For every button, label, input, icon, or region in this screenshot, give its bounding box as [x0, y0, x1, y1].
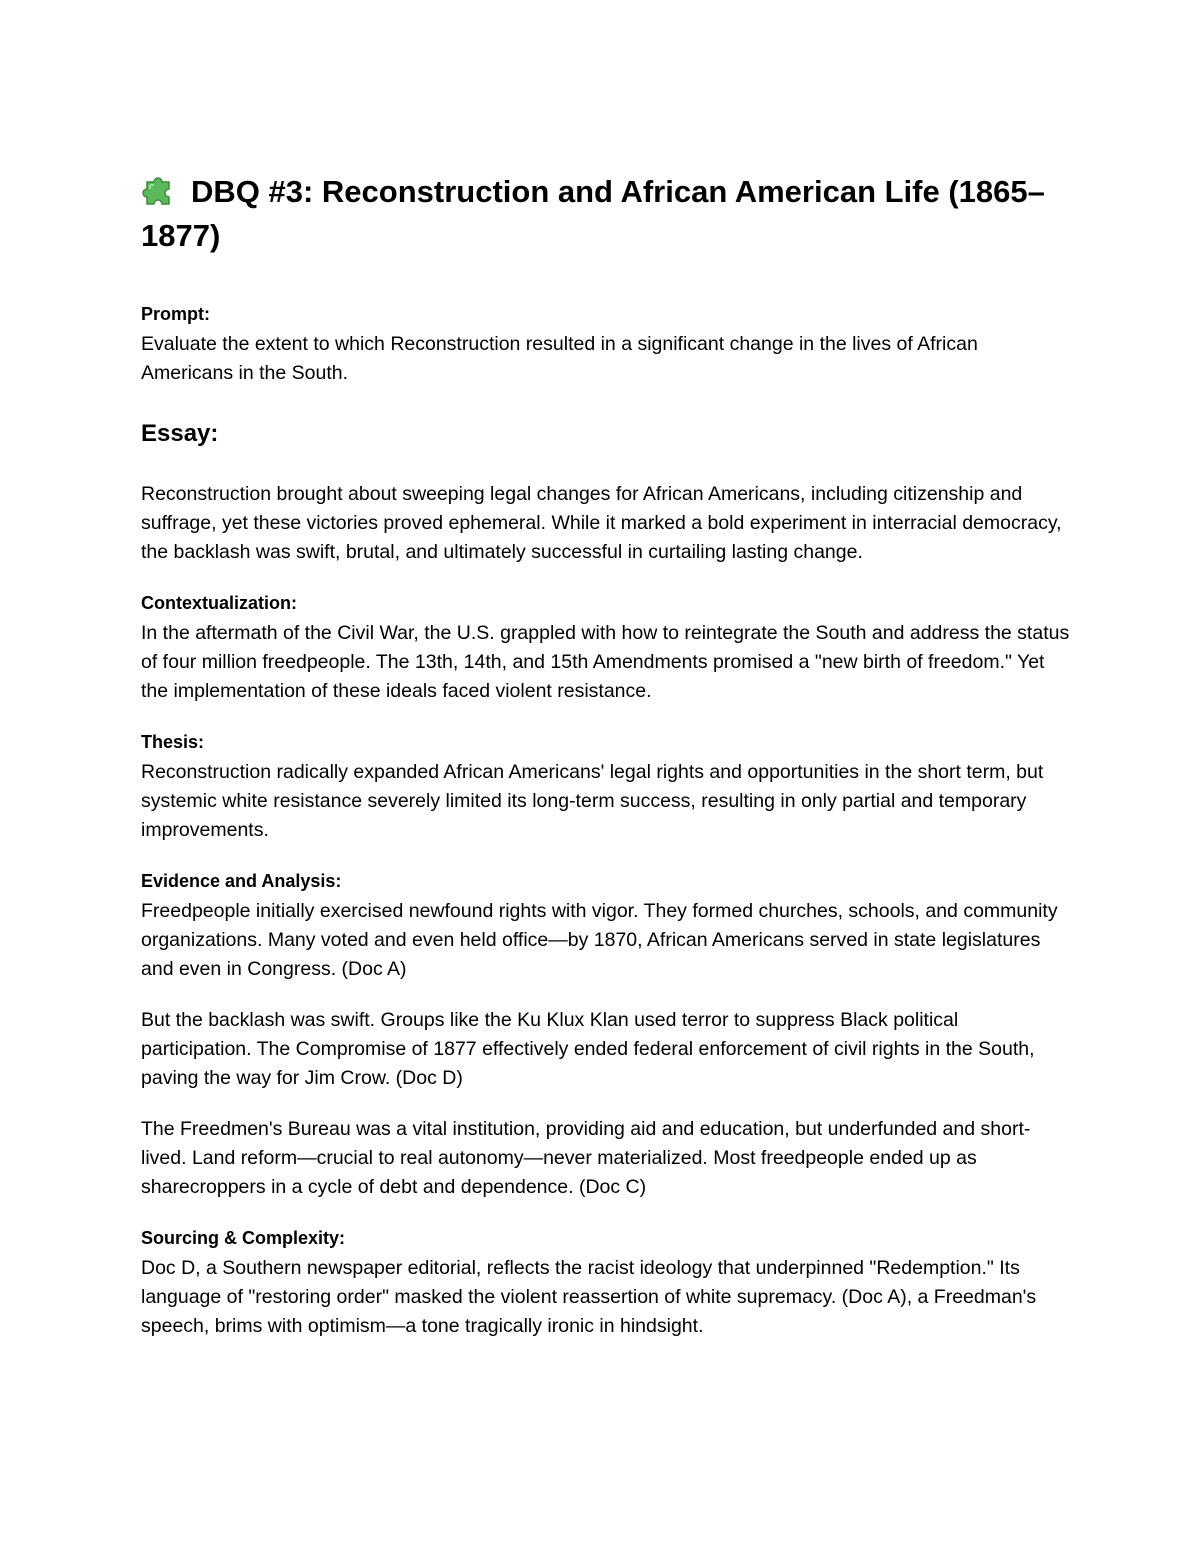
document-title-text: DBQ #3: Reconstruction and African American Life (1865–1877)	[141, 174, 1045, 253]
evidence-paragraph-1: Freedpeople initially exercised newfound rights with vigor. They formed churches, schools, and community organizations. Many voted and even held office—by 1870, African Americans served in state legislatures and even in Congress. (Doc A)	[141, 900, 1058, 980]
essay-intro: Reconstruction brought about sweeping legal changes for African Americans, including citizenship and suffrage, yet these victories proved ephemeral. While it marked a bold experiment in interracial democracy, the backlash was swift, brutal, and ultimately successful in curtailing lasting change.	[141, 483, 1062, 563]
prompt-label: Prompt:	[141, 304, 210, 324]
evidence-label: Evidence and Analysis:	[141, 871, 342, 891]
document-title	[141, 170, 1071, 258]
thesis-label: Thesis:	[141, 732, 205, 752]
prompt-text: Evaluate the extent to which Reconstruction resulted in a significant change in the lives of African Americans in the South.	[141, 333, 978, 384]
evidence-paragraph-2: But the backlash was swift. Groups like the Ku Klux Klan used terror to suppress Black political participation. The Compromise of 1877 effectively ended federal enforcement of civil rights in the South, paving the way for Jim Crow. (Doc D)	[141, 1009, 1035, 1089]
essay-heading: Essay:	[141, 420, 219, 447]
contextualization-text: In the aftermath of the Civil War, the U.S. grappled with how to reintegrate the South and address the status of four million freedpeople. The 13th, 14th, and 15th Amendments promised a "new birth of freedom." Yet the implementation of these ideals faced violent resistance.	[141, 622, 1070, 702]
puzzle-piece-icon	[141, 170, 179, 208]
sourcing-label: Sourcing & Complexity:	[141, 1228, 346, 1248]
evidence-paragraph-3: The Freedmen's Bureau was a vital institution, providing aid and education, but underfunded and short-lived. Land reform—crucial to real autonomy—never materialized. Most freedpeople ended up as sharecroppers in a cycle of debt and dependence. (Doc C)	[141, 1118, 1031, 1198]
document-page	[141, 170, 1071, 1341]
thesis-text: Reconstruction radically expanded African Americans' legal rights and opportunities in the short term, but systemic white resistance severely limited its long-term success, resulting in only partial and temporary improvements.	[141, 761, 1044, 841]
sourcing-text: Doc D, a Southern newspaper editorial, reflects the racist ideology that underpinned "Redemption." Its language of "restoring order" masked the violent reassertion of white supremacy. (Doc A), a Freedman's speech, brims with optimism—a tone tragically ironic in hindsight.	[141, 1257, 1037, 1337]
contextualization-label: Contextualization:	[141, 593, 297, 613]
